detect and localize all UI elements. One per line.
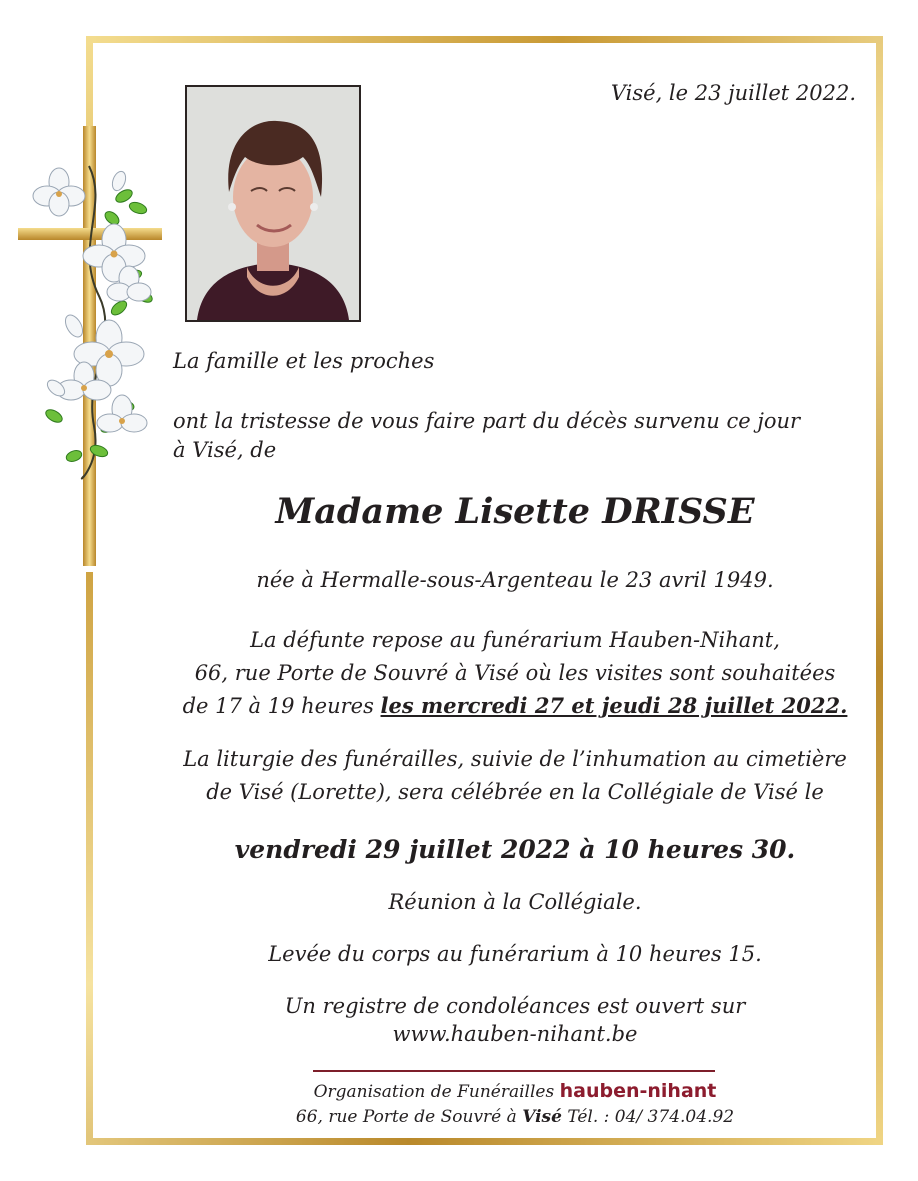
register-note: Un registre de condoléances est ouvert sur (284, 994, 746, 1018)
footer-address (0, 1106, 918, 1128)
brand-logo: hauben-nihant (559, 1080, 717, 1102)
date-line: Visé, le 23 juillet 2022. (610, 81, 856, 105)
portrait-image (187, 87, 359, 320)
footer-organisation (0, 1080, 918, 1103)
rest-line-1: La défunte repose au funérarium Hauben-Nihant, (250, 628, 780, 652)
intro-announcement: ont la tristesse de vous faire part du décès survenu ce jour (173, 409, 801, 433)
rest-line-3 (0, 692, 918, 720)
footer-org-label: Organisation de Funérailles (313, 1082, 560, 1102)
visit-dates: les mercredi 27 et jeudi 28 juillet 2022. (380, 693, 848, 718)
deceased-name: Madame Lisette DRISSE (275, 491, 755, 532)
rest-line-2: 66, rue Porte de Souvré à Visé où les visites sont souhaitées (194, 661, 836, 685)
footer-phone: Tél. : 04/ 374.04.92 (561, 1107, 735, 1127)
footer-street: 66, rue Porte de Souvré à (295, 1107, 523, 1127)
ceremony-datetime: vendredi 29 juillet 2022 à 10 heures 30. (234, 835, 796, 864)
birth-line: née à Hermalle-sous-Argenteau le 23 avril 1949. (256, 568, 774, 592)
levee-note: Levée du corps au funérarium à 10 heures 15. (268, 942, 762, 966)
register-url: www.hauben-nihant.be (392, 1022, 638, 1046)
reunion-note: Réunion à la Collégiale. (388, 890, 642, 914)
intro-family: La famille et les proches (173, 349, 435, 373)
footer-city: Visé (522, 1107, 562, 1127)
liturgy-line-1: La liturgie des funérailles, suivie de l’inhumation au cimetière (183, 747, 847, 771)
portrait-photo (185, 85, 361, 322)
footer-divider (313, 1070, 715, 1072)
intro-place: à Visé, de (173, 438, 277, 462)
liturgy-line-2: de Visé (Lorette), sera célébrée en la Collégiale de Visé le (206, 780, 824, 804)
visit-hours: de 17 à 19 heures (182, 694, 381, 718)
